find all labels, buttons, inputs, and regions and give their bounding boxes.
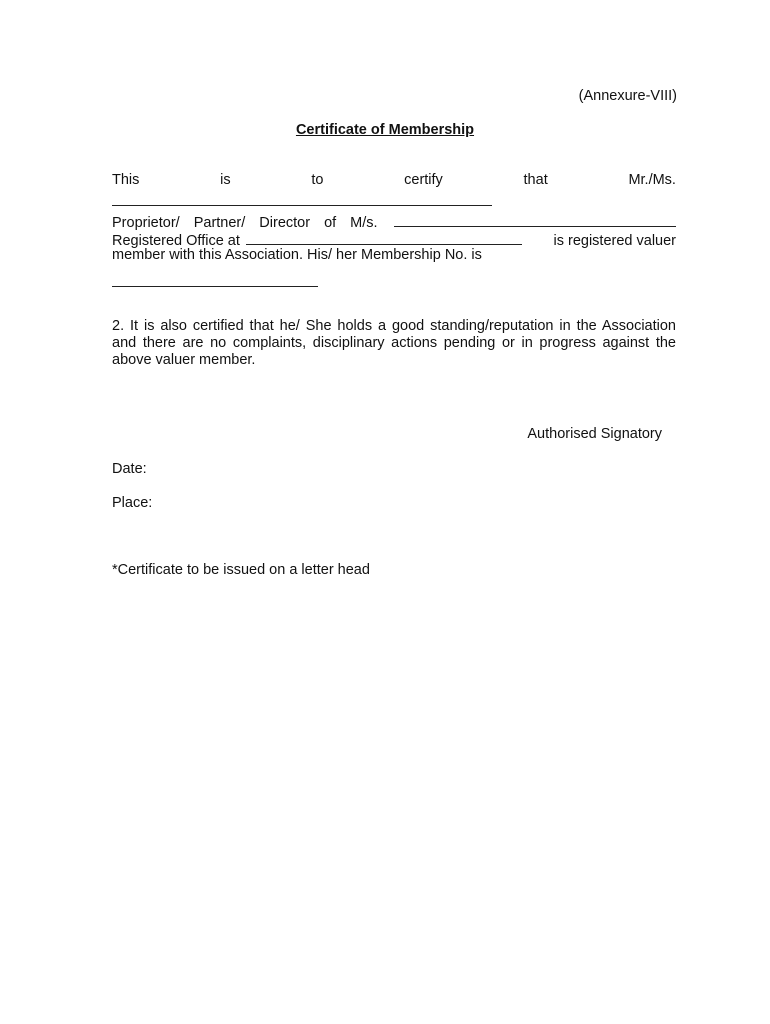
date-label: Date: — [112, 461, 147, 477]
name-blank-line — [112, 205, 492, 206]
office-tail: is registered valuer — [553, 233, 676, 249]
office-blank-line — [246, 230, 522, 245]
proprietor-word: Director — [259, 215, 311, 231]
document-title: Certificate of Membership — [295, 122, 475, 138]
annexure-label: (Annexure-VIII) — [578, 88, 677, 104]
proprietor-word: Partner/ — [193, 215, 246, 231]
proprietor-word: of — [324, 215, 337, 231]
certify-word: certify — [404, 172, 443, 188]
authorised-signatory: Authorised Signatory — [527, 426, 662, 442]
standing-paragraph: 2. It is also certified that he/ She holds a good standing/reputation in the Association and there are no complaints, disciplinary actions pending or in progress against the above valuer member. — [112, 318, 676, 368]
certify-word: that — [523, 172, 548, 188]
certify-line — [112, 172, 676, 188]
certify-word: is — [220, 172, 231, 188]
office-label: Registered Office at — [112, 233, 240, 249]
letterhead-note: *Certificate to be issued on a letter head — [112, 562, 370, 578]
certify-word: to — [311, 172, 324, 188]
firm-blank-line — [394, 212, 676, 227]
place-label: Place: — [112, 495, 153, 511]
membership-no-blank-line — [112, 286, 318, 287]
certify-word: Mr./Ms. — [628, 172, 676, 188]
membership-line: member with this Association. His/ her Membership No. is — [112, 247, 482, 263]
proprietor-line — [112, 212, 676, 231]
proprietor-word: M/s. — [350, 215, 378, 231]
proprietor-word: Proprietor/ — [112, 215, 180, 231]
certify-word: This — [112, 172, 140, 188]
